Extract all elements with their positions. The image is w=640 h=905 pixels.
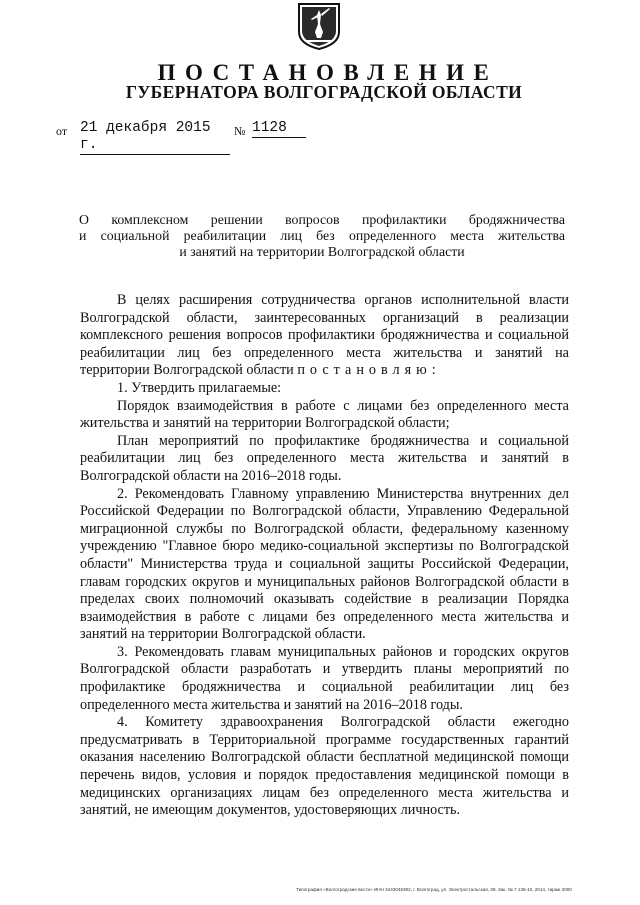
paragraph-item-1: 1. Утвердить прилагаемые:: [117, 379, 282, 396]
date-label: от: [56, 124, 68, 138]
subject-line-1: О комплексном решении вопросов профилактики бродяжничества: [79, 212, 565, 227]
document-date: 21 декабря 2015 г.: [80, 120, 230, 155]
paragraph-item-4: 4. Комитету здравоохранения Волгоградской области ежегодно предусматривать в Территориальной программе государственных гарантий оказания населению Волгоградской области бесплатной медицинской помощи перечень видов, условия и порядок предоставления медицинской помощи в медицинских организациях лицам без определенного места жительства и занятий, не имеющим документов, удостоверяющих личность.: [80, 714, 569, 819]
document-number: 1128: [252, 120, 306, 138]
paragraph-item-3: 3. Рекомендовать главам муниципальных районов и городских округов Волгоградской области разработать и утвердить планы мероприятий по профилактике бродяжничества и социальной реабилитации лиц без определенного места жительства и занятий на 2016–2018 годы.: [80, 643, 569, 713]
document-date-line: [56, 120, 316, 153]
document-issuer: ГУБЕРНАТОРА ВОЛГОГРАДСКОЙ ОБЛАСТИ: [125, 82, 523, 102]
resolution-word: постановляю:: [297, 362, 441, 379]
document-subject: [79, 212, 565, 260]
paragraph-preamble: [80, 292, 569, 380]
volgograd-coat-of-arms-icon: [296, 2, 342, 50]
preamble-text: В целях расширения сотрудничества органов исполнительной власти Волгоградской области, заинтересованных организаций в реализации комплексного решения вопросов профилактики бродяжничества и социальной реабилитации лиц без определенного места жительства и занятий на территории Волгоградской области: [80, 292, 569, 379]
document-title: ПОСТАНОВЛЕНИЕ: [157, 60, 499, 85]
subject-line-2: и социальной реабилитации лиц без определенного места жительства: [79, 228, 565, 243]
paragraph-item-1-plan: План мероприятий по профилактике бродяжничества и социальной реабилитации лиц без определенного места жительства и занятий в Волгоградской области на 2016–2018 годы.: [80, 432, 569, 484]
paragraph-item-2: 2. Рекомендовать Главному управлению Министерства внутренних дел Российской Федерации по Волгоградской области, Управлению Федеральной миграционной службы по Волгоградской области, федеральному казенному учреждению "Главное бюро медико-социальной экспертизы по Волгоградской области" Министерства труда и социальной защиты Российской Федерации, главам городских округов и муниципальных районов Волгоградской области в пределах своих полномочий оказывать содействие в реализации Порядка взаимодействия в работе с лицами без определенного места жительства и занятий на территории Волгоградской области.: [80, 485, 569, 643]
document-body: [80, 292, 569, 820]
subject-line-3: и занятий на территории Волгоградской области: [179, 244, 465, 259]
paragraph-item-1-order: Порядок взаимодействия в работе с лицами без определенного места жительства и занятий на территории Волгоградской области;: [80, 397, 569, 432]
number-label: №: [234, 124, 246, 138]
printing-imprint: Типография «Волгоградские вести» ИНН 3443046392, г. Волгоград, ул. Электростальская, 39. Зак. № 7 136-10, 2014, тираж 2000: [296, 887, 572, 892]
